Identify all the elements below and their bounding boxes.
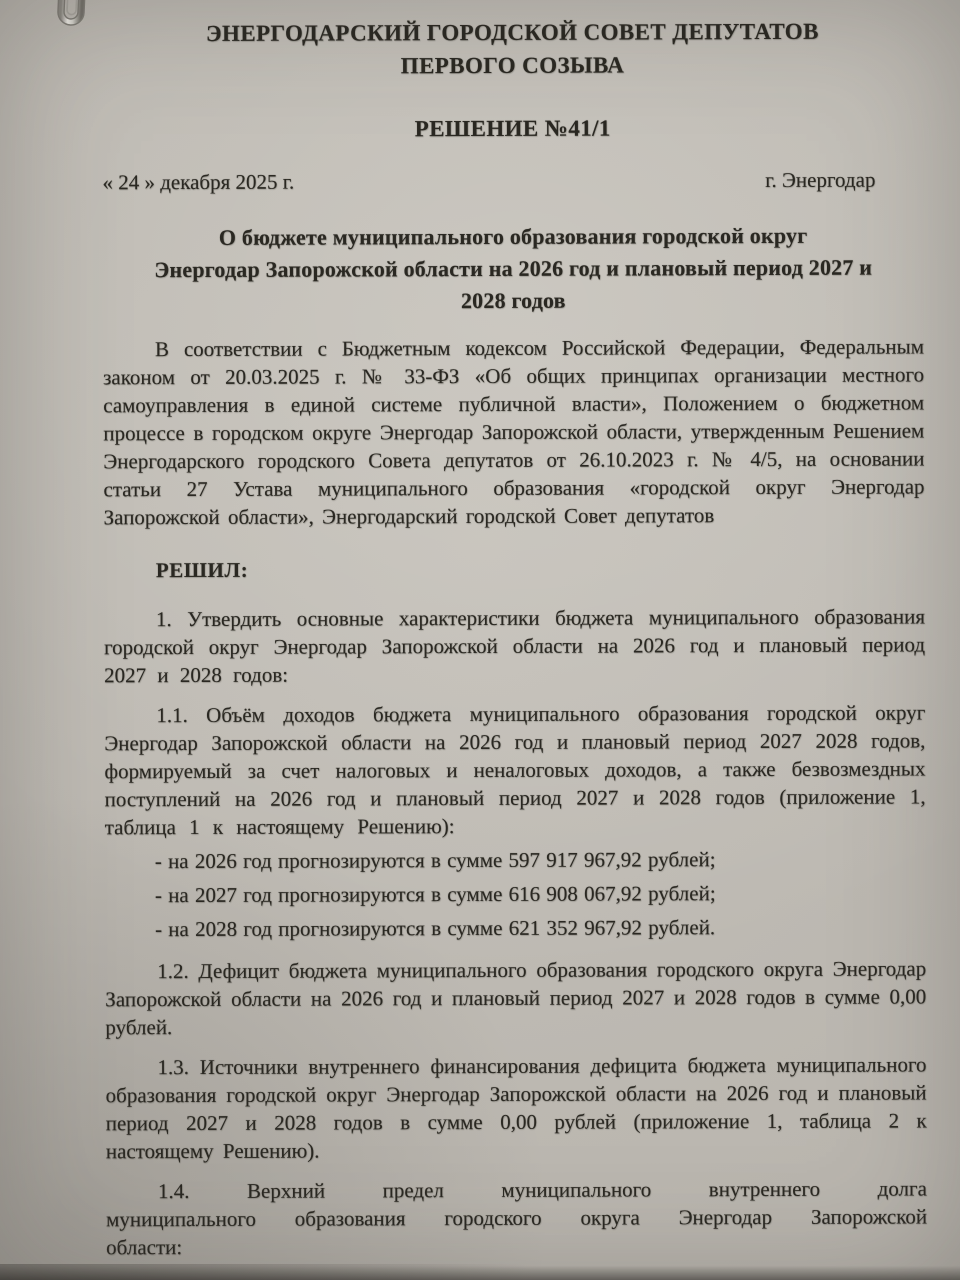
document-title <box>103 219 924 318</box>
title-line-2: Энергодар Запорожской области на 2026 год и плановый период 2027 и <box>154 254 873 283</box>
forecast-item-2026: - на 2026 год прогнозируются в сумме 597 917 967,92 рублей; <box>154 847 716 874</box>
clause-1: 1. Утвердить основные характеристики бюджета муниципального образования городской округ Энергодар Запорожской области на 2026 год и плановый период 2027 и 2028 годов: <box>104 604 926 688</box>
photo-bottom-shadow <box>0 1264 960 1280</box>
clause-1-4: 1.4. Верхний предел муниципального внутреннего долга муниципального образования городского округа Энергодар Запорожской области: <box>106 1176 928 1260</box>
clause-1-1: 1.1. Объём доходов бюджета муниципального образования городской округ Энергодар Запорожской области на 2026 год и плановый период 2027 2028 годов, формируемый за счет налоговых и неналоговых доходов, а также безвозмездных поступлений на 2026 год и плановый период 2027 и 2028 годов (приложение 1, таблица 1 к настоящему Решению): <box>104 700 926 840</box>
title-line-3: 2028 годов <box>460 287 566 314</box>
resolved-heading: РЕШИЛ: <box>155 557 249 583</box>
decision-number-heading: РЕШЕНИЕ №41/1 <box>414 115 611 142</box>
title-line-1: О бюджете муниципального образования городской округ <box>218 222 808 250</box>
forecast-item-2028: - на 2028 год прогнозируются в сумме 621 352 967,92 рублей. <box>155 915 716 942</box>
convocation-line: ПЕРВОГО СОЗЫВА <box>400 52 625 79</box>
forecast-item-2027: - на 2027 год прогнозируются в сумме 616 908 067,92 рублей; <box>154 881 716 908</box>
org-name: ЭНЕРГОДАРСКИЙ ГОРОДСКОЙ СОВЕТ ДЕПУТАТОВ <box>205 18 819 46</box>
clause-1-2: 1.2. Дефицит бюджета муниципального образования городского округа Энергодар Запорожской области на 2026 год и плановый период 2027 и 2028 годов в сумме 0,00 рублей. <box>105 956 927 1040</box>
date-text: « 24 » декабря 2025 г. <box>102 169 295 195</box>
place-text: г. Энергодар <box>765 167 876 193</box>
preamble-paragraph: В соответствии с Бюджетным кодексом Российской Федерации, Федеральным законом от 20.03.2025 г. № 33-ФЗ «Об общих принципах организации местного самоуправления в единой системе публичной власти», Положением о бюджетном процессе в городском округе Энергодар Запорожской области, утвержденным Решением Энергодарского городского Совета депутатов от 26.10.2023 г. № 4/5, на основании статьи 27 Устава муниципального образования «городской округ Энергодар Запорожской области», Энергодарский городской Совет депутатов <box>103 334 925 530</box>
clause-1-3: 1.3. Источники внутреннего финансирования дефицита бюджета муниципального образования городской округ Энергодар Запорожской области на 2026 год и плановый период 2027 и 2028 годов в сумме 0,00 рублей (приложение 1, таблица 2 к настоящему Решению). <box>105 1052 927 1164</box>
date-place-row <box>102 165 923 196</box>
